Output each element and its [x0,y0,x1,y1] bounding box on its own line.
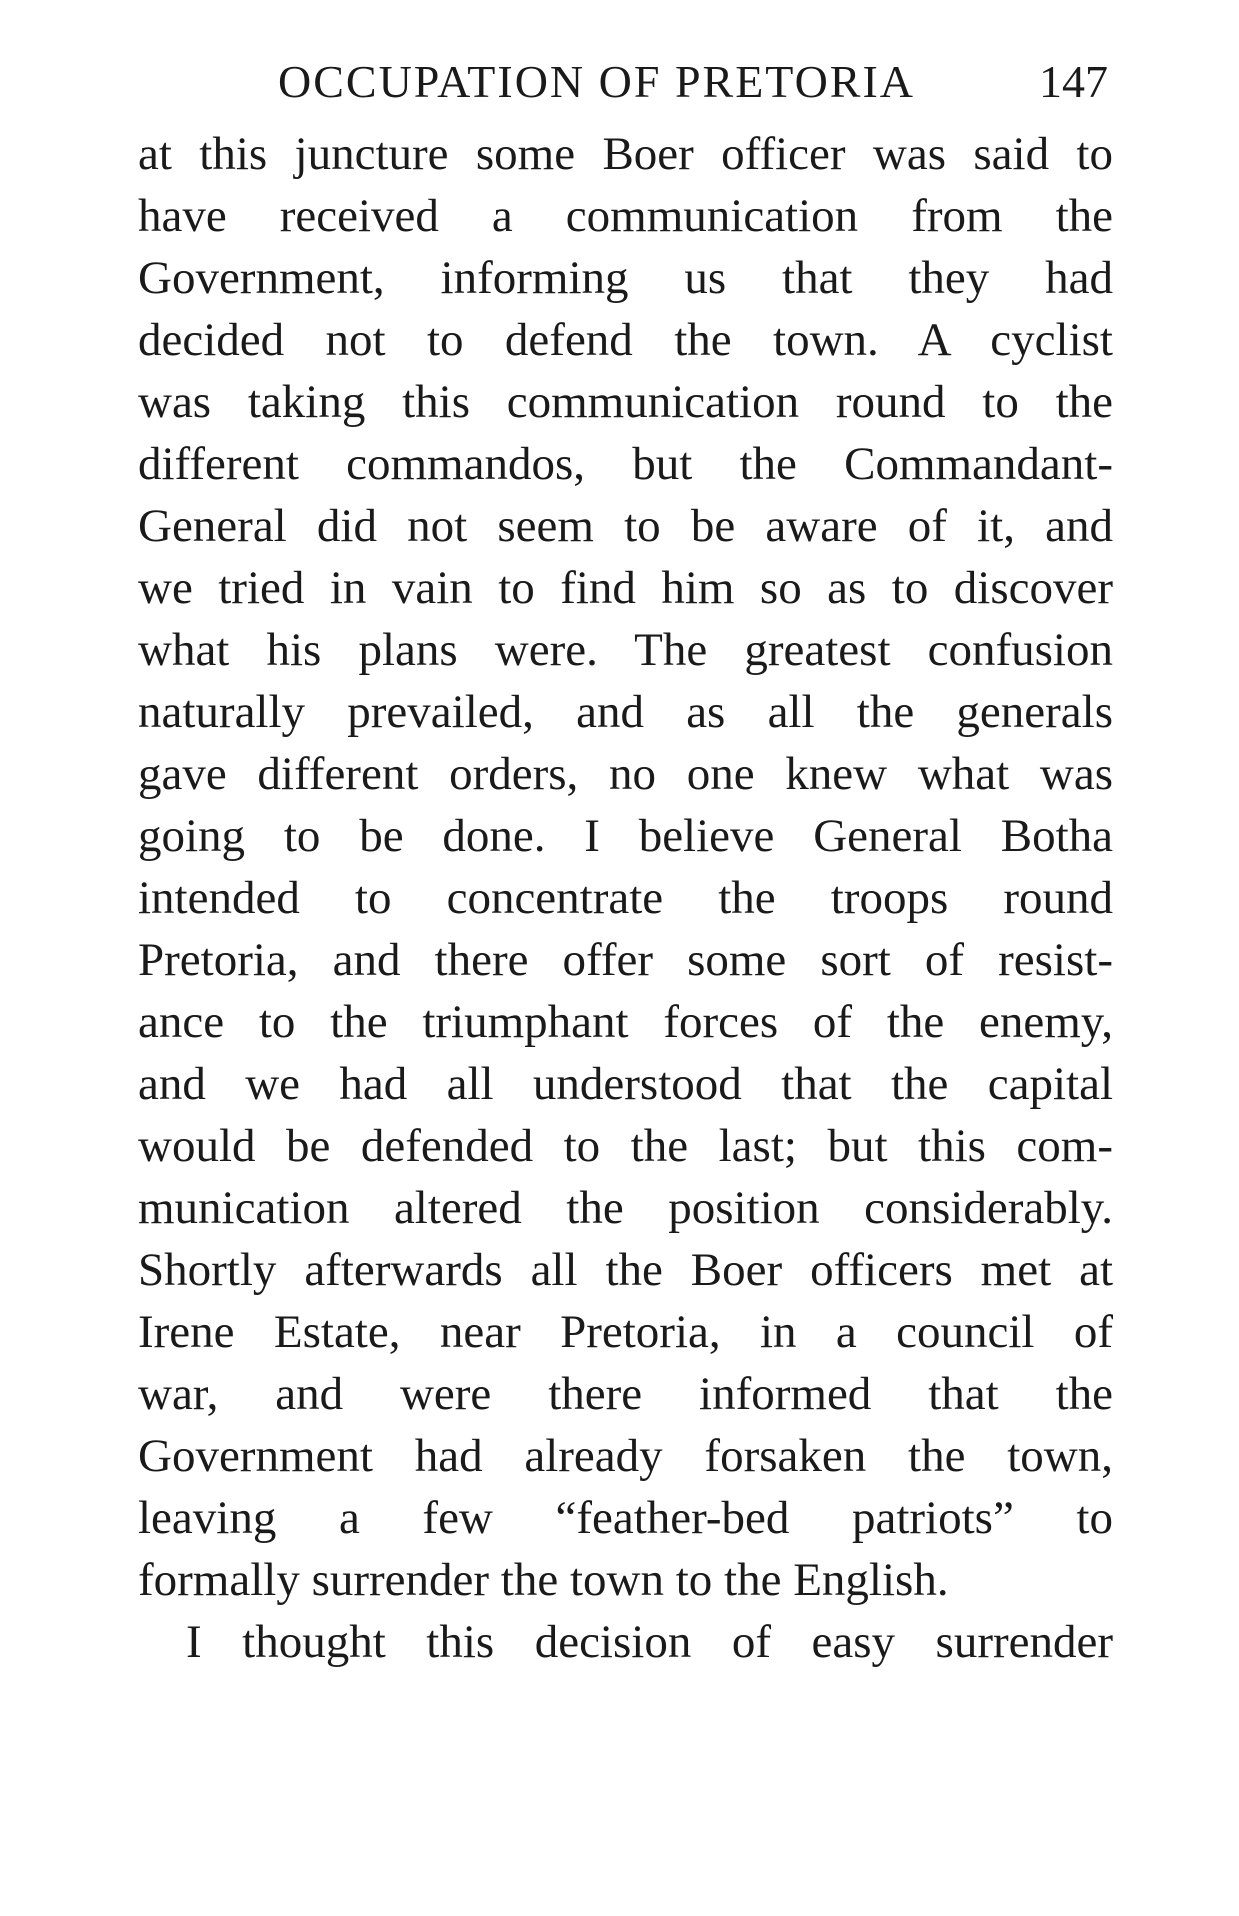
text-line: Pretoria, and there offer some sort of resist- [138,934,1113,986]
text-line: naturally prevailed, and as all the generals [138,686,1113,738]
text-line: Shortly afterwards all the Boer officers met at [138,1244,1113,1296]
text-line: gave different orders, no one knew what was [138,748,1113,800]
running-head [278,52,1108,112]
text-line: at this juncture some Boer officer was said to [138,128,1113,180]
text-line: Irene Estate, near Pretoria, in a council of [138,1306,1113,1358]
text-line: Government, informing us that they had [138,252,1113,304]
text-line: ance to the triumphant forces of the enemy, [138,996,1113,1048]
text-line: going to be done. I believe General Botha [138,810,1113,862]
paragraph-end-line: formally surrender the town to the English. [138,1554,949,1606]
running-title: OCCUPATION OF PRETORIA [278,56,916,107]
text-line: and we had all understood that the capital [138,1058,1113,1110]
text-line: have received a communication from the [138,190,1113,242]
text-line: what his plans were. The greatest confusion [138,624,1113,676]
text-line: we tried in vain to find him so as to discover [138,562,1113,614]
text-line: war, and were there informed that the [138,1368,1113,1420]
text-line: would be defended to the last; but this com- [138,1120,1113,1172]
paragraph-start-line: I thought this decision of easy surrender [186,1616,1113,1668]
text-line: different commandos, but the Commandant- [138,438,1113,490]
text-line: General did not seem to be aware of it, and [138,500,1113,552]
text-line: intended to concentrate the troops round [138,872,1113,924]
text-line: Government had already forsaken the town, [138,1430,1113,1482]
page-number: 147 [1039,56,1108,107]
text-line: decided not to defend the town. A cyclist [138,314,1113,366]
text-line: was taking this communication round to the [138,376,1113,428]
text-line: munication altered the position considerably. [138,1182,1113,1234]
body-text [138,123,1113,1673]
text-line: leaving a few “feather-bed patriots” to [138,1492,1113,1544]
